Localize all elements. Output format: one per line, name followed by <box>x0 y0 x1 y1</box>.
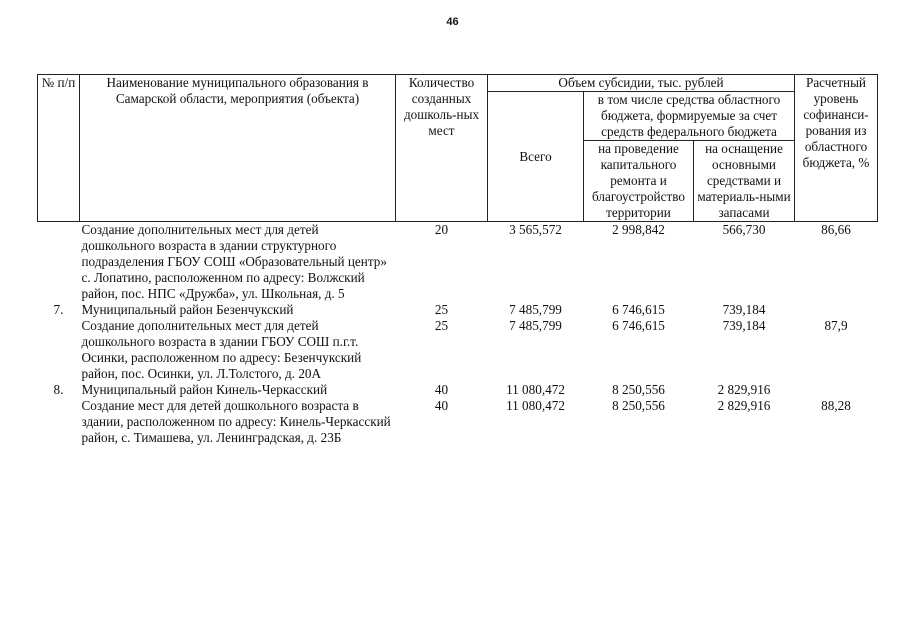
row-rate: 88,28 <box>821 398 851 413</box>
table-row <box>38 222 878 303</box>
row-name: Создание дополнительных мест для детей дошкольного возраста в здании ГБОУ СОШ п.г.т. Осинки, расположенном по адресу: Безенчукский район, пос. Осинки, ул. Л.Толстого, д. 20А <box>81 318 362 381</box>
row-repair: 6 746,615 <box>612 318 665 333</box>
row-places: 20 <box>434 222 449 237</box>
row-num: 7. <box>53 302 64 317</box>
row-rate <box>795 302 878 318</box>
header-total: Всего <box>488 92 584 222</box>
row-equip: 2 829,916 <box>717 382 771 397</box>
row-num <box>38 222 80 303</box>
header-num: № п/п <box>38 75 80 222</box>
header-name: Наименование муниципального образования в Самарской области, мероприятия (объекта) <box>80 75 396 222</box>
subsidy-table <box>37 74 878 446</box>
table-row <box>38 398 878 446</box>
header-equip: на оснащение основными средствами и материаль-ными запасами <box>694 141 795 222</box>
row-repair: 8 250,556 <box>612 382 665 397</box>
row-places: 40 <box>434 382 449 397</box>
row-places: 25 <box>434 302 449 317</box>
table-row <box>38 382 878 398</box>
page-number: 46 <box>446 16 459 28</box>
table-row <box>38 302 878 318</box>
row-name: Создание дополнительных мест для детей дошкольного возраста в здании структурного подразделения ГБОУ СОШ «Образовательный центр» с. Лопатино, расположенном по адресу: Волжский район, пос. НПС «Дружба», ул. Школьная, д. 5 <box>81 222 387 301</box>
row-equip: 739,184 <box>722 302 766 317</box>
header-federal: в том числе средства областного бюджета, формируемые за счет средств федерального бюджета <box>584 92 795 141</box>
row-num <box>38 318 80 382</box>
row-total: 3 565,572 <box>509 222 562 237</box>
row-equip: 739,184 <box>722 318 766 333</box>
row-total: 7 485,799 <box>509 302 562 317</box>
header-rate: Расчетный уровень софинанси-рования из областного бюджета, % <box>795 75 878 222</box>
row-total: 11 080,472 <box>506 382 565 397</box>
header-repair: на проведение капитального ремонта и благоустройство территории <box>584 141 694 222</box>
row-total: 7 485,799 <box>509 318 562 333</box>
row-places: 25 <box>434 318 449 333</box>
row-num <box>38 398 80 446</box>
row-rate <box>795 382 878 398</box>
row-repair: 6 746,615 <box>612 302 665 317</box>
row-rate: 86,66 <box>821 222 851 237</box>
row-equip: 2 829,916 <box>717 398 771 413</box>
row-repair: 8 250,556 <box>612 398 665 413</box>
row-rate: 87,9 <box>824 318 848 333</box>
row-name: Муниципальный район Кинель-Черкасский <box>81 382 328 397</box>
row-total: 11 080,472 <box>506 398 565 413</box>
table-row <box>38 318 878 382</box>
row-repair: 2 998,842 <box>612 222 665 237</box>
row-name: Создание мест для детей дошкольного возраста в здании, расположенном по адресу: Кинель-Черкасский район, с. Тимашева, ул. Ленинградская, д. 23Б <box>81 398 391 445</box>
row-num: 8. <box>53 382 64 397</box>
row-places: 40 <box>434 398 449 413</box>
row-name: Муниципальный район Безенчукский <box>81 302 294 317</box>
row-equip: 566,730 <box>722 222 766 237</box>
header-places: Количество созданных дошколь-ных мест <box>396 75 488 222</box>
header-subsidy: Объем субсидии, тыс. рублей <box>488 75 795 92</box>
